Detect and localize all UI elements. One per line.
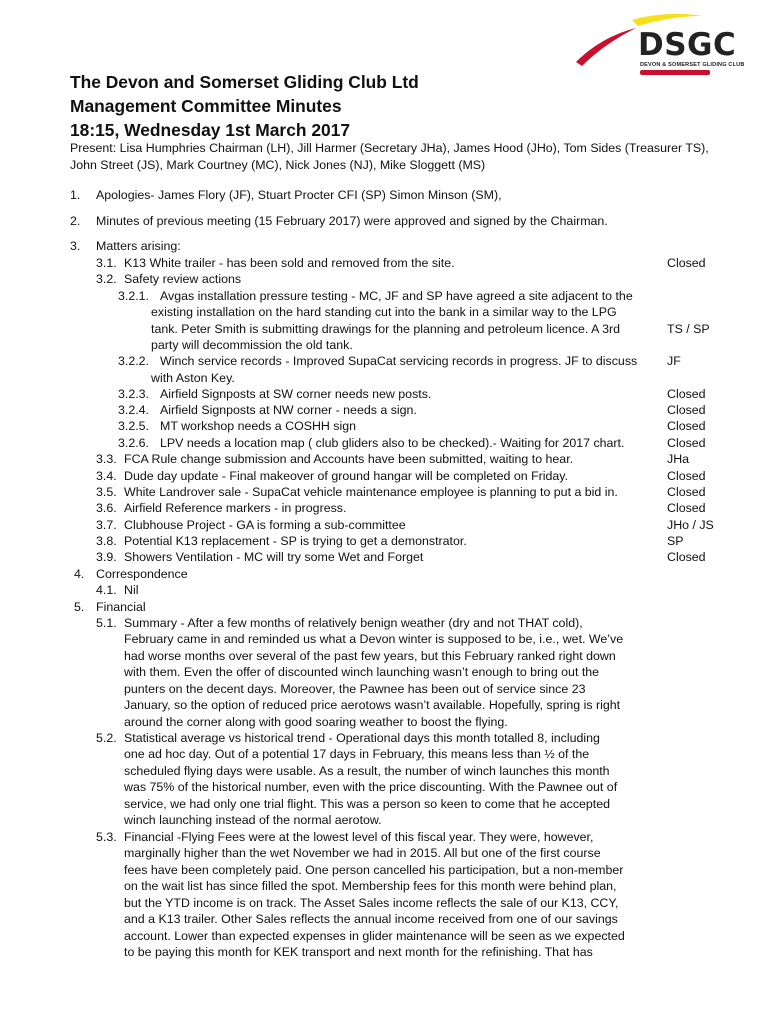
item-text: Showers Ventilation - MC will try some Wet and Forget bbox=[124, 550, 424, 564]
action-status: JF bbox=[667, 354, 681, 368]
action-status: Closed bbox=[667, 256, 706, 270]
paragraph-line: Statistical average vs historical trend - Operational days this month totalled 8, including bbox=[124, 731, 600, 745]
item-text: K13 White trailer - has been sold and removed from the site. bbox=[124, 256, 455, 270]
item-text: Potential K13 replacement - SP is trying to get a demonstrator. bbox=[124, 534, 467, 548]
item-number: 3.9. bbox=[96, 550, 117, 564]
action-status: TS / SP bbox=[667, 322, 710, 336]
action-status: Closed bbox=[667, 419, 706, 433]
paragraph-line: punters on the decent days. Moreover, the Pawnee has been out of service since 23 bbox=[124, 681, 586, 696]
item-number: 3.2.2. bbox=[118, 354, 150, 368]
item-number: 3.1. bbox=[96, 256, 117, 270]
paragraph-line: but the YTD income is on track. The Asset Sales income reflects the sale of our K13, CCY, bbox=[124, 895, 619, 910]
title-line-3: 18:15, Wednesday 1st March 2017 bbox=[70, 120, 351, 140]
item-correspondence: Correspondence bbox=[96, 567, 188, 581]
paragraph-line: around the corner along with good soaring weather to boost the flying. bbox=[124, 714, 508, 729]
item-financial: Financial bbox=[96, 600, 146, 614]
item-number: 3.2.1. bbox=[118, 289, 150, 303]
logo-bar bbox=[640, 70, 710, 75]
item-number: 4. bbox=[74, 567, 85, 581]
item-text: LPV needs a location map ( club gliders also to be checked).- Waiting for 2017 chart. bbox=[160, 436, 625, 450]
paragraph-line: to be paying this month for KEK transport and next month for the refinishing. That has bbox=[124, 945, 593, 960]
paragraph-line: account. Lower than expected expenses in glider maintenance will be seen as we expected bbox=[124, 928, 625, 943]
paragraph-line: service, we had only one trial flight. This was a person so keen to come that he accepted bbox=[124, 796, 611, 811]
paragraph-line: scheduled flying days were usable. As a result, the number of winch launches this month bbox=[124, 763, 610, 778]
item-number: 3.2.3. bbox=[118, 387, 150, 401]
item-number: 3.5. bbox=[96, 485, 117, 499]
action-status: Closed bbox=[667, 469, 706, 483]
paragraph-line: February came in and reminded us what a Devon winter is supposed to be, i.e., wet. We’ve bbox=[124, 632, 624, 647]
item-text: Nil bbox=[124, 583, 139, 597]
item-number: 3.2.4. bbox=[118, 403, 150, 417]
item-text: party will decommission the old tank. bbox=[151, 338, 353, 352]
item-number: 3.2. bbox=[96, 272, 117, 286]
paragraph-line: on the wait list has since filled the spot. Membership fees for this month were behind plan, bbox=[124, 879, 617, 894]
item-number: 3.6. bbox=[96, 501, 117, 515]
action-status: Closed bbox=[667, 403, 706, 417]
paragraph-line: one ad hoc day. Out of a potential 17 days in February, this means less than ½ of the bbox=[124, 747, 590, 762]
paragraph-line: winch launching instead of the normal aerotow. bbox=[124, 813, 382, 828]
item-text: Airfield Signposts at SW corner needs new posts. bbox=[160, 387, 432, 401]
item-text: Airfield Signposts at NW corner - needs a sign. bbox=[160, 403, 417, 417]
item-text: tank. Peter Smith is submitting drawings for the planning and petroleum licence. A 3rd bbox=[151, 322, 621, 336]
paragraph-line: and a K13 trailer. Other Sales reflects the annual income received from one of our savings bbox=[124, 912, 618, 927]
item-text: MT workshop needs a COSHH sign bbox=[160, 419, 357, 433]
document-title bbox=[70, 70, 419, 142]
item-number: 4.1. bbox=[96, 583, 117, 597]
title-line-2: Management Committee Minutes bbox=[70, 96, 342, 116]
item-text: White Landrover sale - SupaCat vehicle maintenance employee is planning to put a bid in. bbox=[124, 485, 618, 499]
item-number: 3.4. bbox=[96, 469, 117, 483]
item-number: 5.1. bbox=[96, 616, 117, 630]
action-status: Closed bbox=[667, 387, 706, 401]
paragraph-line: with them. Even the offer of discounted winch launching wasn’t enough to bring out the bbox=[124, 665, 600, 680]
item-previous-minutes: Minutes of previous meeting (15 February 2017) were approved and signed by the Chairman. bbox=[96, 214, 608, 228]
action-status: JHa bbox=[667, 452, 690, 466]
logo-wordmark: DSGC bbox=[638, 27, 737, 63]
paragraph-line: had worse months over several of the past few years, but this February ranked right down bbox=[124, 648, 616, 663]
item-number: 2. bbox=[70, 214, 81, 228]
action-status: Closed bbox=[667, 436, 706, 450]
item-apologies: Apologies- James Flory (JF), Stuart Procter CFI (SP) Simon Minson (SM), bbox=[96, 188, 502, 202]
item-number: 3.2.5. bbox=[118, 419, 150, 433]
item-text: Avgas installation pressure testing - MC, JF and SP have agreed a site adjacent to the bbox=[160, 289, 633, 303]
paragraph-line: was 75% of the historical number, even with the price discounting. With the Pawnee out of bbox=[124, 780, 618, 795]
item-number: 3.2.6. bbox=[118, 436, 150, 450]
item-text: Dude day update - Final makeover of ground hangar will be completed on Friday. bbox=[124, 469, 569, 483]
item-text: Airfield Reference markers - in progress. bbox=[124, 501, 347, 515]
paragraph-line: Financial -Flying Fees were at the lowest level of this fiscal year. They were, however, bbox=[124, 830, 594, 844]
item-text: Safety review actions bbox=[124, 272, 242, 286]
logo-subtitle: DEVON & SOMERSET GLIDING CLUB bbox=[640, 62, 745, 68]
item-number: 3. bbox=[70, 239, 81, 253]
paragraph-line: fees have been completely paid. One person cancelled his participation, but a non-member bbox=[124, 862, 624, 877]
item-number: 3.8. bbox=[96, 534, 117, 548]
item-text: Winch service records - Improved SupaCat servicing records in progress. JF to discuss bbox=[160, 354, 638, 368]
item-text: FCA Rule change submission and Accounts have been submitted, waiting to hear. bbox=[124, 452, 574, 466]
item-text: Clubhouse Project - GA is forming a sub-committee bbox=[124, 518, 406, 532]
dsgc-logo bbox=[572, 10, 744, 78]
attendees-present: Present: Lisa Humphries Chairman (LH), Jill Harmer (Secretary JHa), James Hood (JHo), Tom Sides (Treasurer TS), John Street (JS), Mark Courtney (MC), Nick Jones (NJ), Mike Sloggett (MS) bbox=[70, 141, 709, 172]
item-number: 3.7. bbox=[96, 518, 117, 532]
title-line-1: The Devon and Somerset Gliding Club Ltd bbox=[70, 72, 419, 92]
item-text: existing installation on the hard standing cut into the bank in a similar way to the LPG bbox=[151, 305, 617, 319]
item-text: with Aston Key. bbox=[151, 371, 235, 385]
action-status: SP bbox=[667, 534, 684, 548]
item-number: 3.3. bbox=[96, 452, 117, 466]
paragraph-line: Summary - After a few months of relatively benign weather (dry and not THAT cold), bbox=[124, 616, 583, 630]
paragraph-line: marginally higher than the wet November we had in 2015. All but one of the first course bbox=[124, 846, 601, 861]
item-number: 5.2. bbox=[96, 731, 117, 745]
paragraph-line: January, so the option of reduced price aerotows wasn’t available. Hopefully, spring is right bbox=[124, 698, 621, 713]
item-number: 5. bbox=[74, 600, 85, 614]
action-status: Closed bbox=[667, 501, 706, 515]
action-status: JHo / JS bbox=[667, 518, 714, 532]
action-status: Closed bbox=[667, 485, 706, 499]
item-number: 1. bbox=[70, 188, 81, 202]
action-status: Closed bbox=[667, 550, 706, 564]
item-number: 5.3. bbox=[96, 830, 117, 844]
item-matters-arising: Matters arising: bbox=[96, 239, 181, 253]
